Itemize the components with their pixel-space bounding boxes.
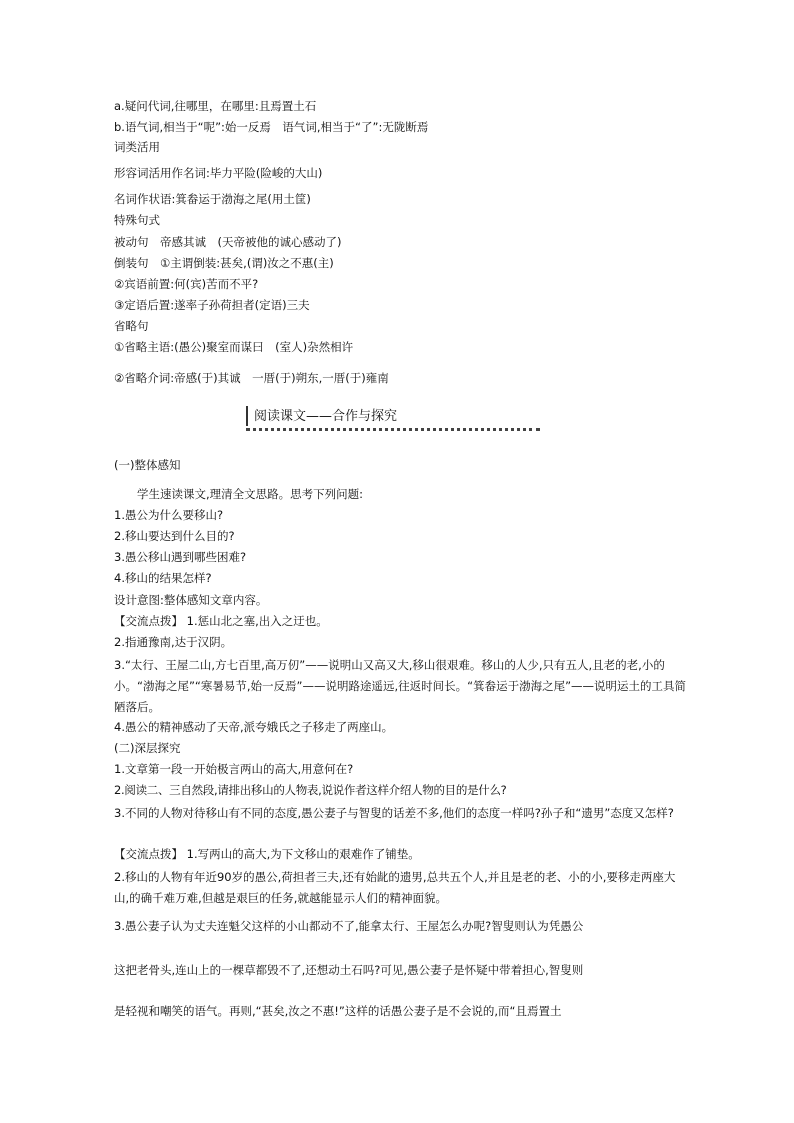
text-line: 倒装句 ①主谓倒装:甚矣,(谓)汝之不惠(主) (114, 256, 334, 270)
text-line: 名词作状语:箕畚运于渤海之尾(用土筐) (114, 192, 311, 206)
text-line: ①省略主语:(愚公)聚室而谋曰 (室人)杂然相许 (114, 340, 354, 354)
answer-item: 【交流点拨】 1.惩山北之塞,出入之迂也。 (114, 614, 328, 628)
question-item: 1.愚公为什么要移山? (114, 508, 224, 522)
text-line: b.语气词,相当于“呢”:始一反焉 语气词,相当于“了”:无陇断焉 (114, 120, 429, 134)
text-line: 形容词活用作名词:毕力平险(险峻的大山) (114, 166, 323, 180)
text-line: 被动句 帝感其诚 (天帝被他的诚心感动了) (114, 235, 342, 249)
dotted-underline (246, 428, 540, 431)
answer-item: 2.指通豫南,达于汉阴。 (114, 635, 233, 649)
text-line: ②省略介词:帝感(于)其诚 一厝(于)朔东,一厝(于)雍南 (114, 371, 389, 385)
text-line: 设计意图:整体感知文章内容。 (114, 593, 268, 607)
question-item: 2.阅读二、三自然段,请排出移山的人物表,说说作者这样介绍人物的目的是什么? (114, 783, 507, 797)
question-item: 3.不同的人物对待移山有不同的态度,愚公妻子与智叟的话差不多,他们的态度一样吗?孙子和“遗男”态度又怎样? (114, 806, 674, 820)
header-bar (246, 406, 248, 426)
text-line: 词类活用 (114, 140, 160, 154)
text-line: 是轻视和嘲笑的语气。再则,“甚矣,汝之不惠!”这样的话愚公妻子是不会说的,而“且焉置土 (114, 1004, 562, 1018)
text-line: 这把老骨头,连山上的一棵草都毁不了,还想动土石吗?可见,愚公妻子是怀疑中带着担心,智叟则 (114, 963, 584, 977)
answer-paragraph: 3.“太行、王屋二山,方七百里,高万仞”——说明山又高又大,移山很艰难。移山的人少,只有五人,且老的老,小的小。“渤海之尾”“寒暑易节,始一反焉”——说明路途遥远,往返时间长。“箕畚运于渤海之尾”——说明运土的工具简陋落后。 (114, 658, 687, 714)
text-line: 3.愚公妻子认为丈夫连魁父这样的小山都动不了,能拿太行、王屋怎么办呢?智叟则认为凭愚公 (114, 919, 584, 933)
subheading: (一)整体感知 (114, 458, 181, 472)
question-item: 3.愚公移山遇到哪些困难? (114, 550, 247, 564)
text-line: 学生速读课文,理清全文思路。思考下列问题: (114, 487, 364, 501)
text-line: ③定语后置:遂率子孙荷担者(定语)三夫 (114, 298, 310, 312)
text-line: ②宾语前置:何(宾)苦而不平? (114, 277, 259, 291)
text-line: 省略句 (114, 319, 149, 333)
question-item: 1.文章第一段一开始极言两山的高大,用意何在? (114, 762, 354, 776)
question-item: 2.移山要达到什么目的? (114, 529, 235, 543)
section-header (246, 404, 540, 432)
text-line: a.疑问代词,往哪里，在哪里:且焉置土石 (114, 99, 317, 113)
section-title: 阅读课文——合作与探究 (254, 409, 398, 424)
answer-item: 4.愚公的精神感动了天帝,派夸娥氏之子移走了两座山。 (114, 720, 394, 734)
answer-paragraph: 2.移山的人物有年近90岁的愚公,荷担者三夫,还有始龀的遗男,总共五个人,并且是老的老、小的小,要移走两座大山,的确千难万难,但越是艰巨的任务,就越能显示人们的精神面貌。 (114, 870, 676, 905)
answer-item: 【交流点拨】 1.写两山的高大,为下文移山的艰难作了铺垫。 (114, 847, 420, 861)
question-item: 4.移山的结果怎样? (114, 571, 212, 585)
subheading: (二)深层探究 (114, 741, 181, 755)
text-line: 特殊句式 (114, 213, 160, 227)
